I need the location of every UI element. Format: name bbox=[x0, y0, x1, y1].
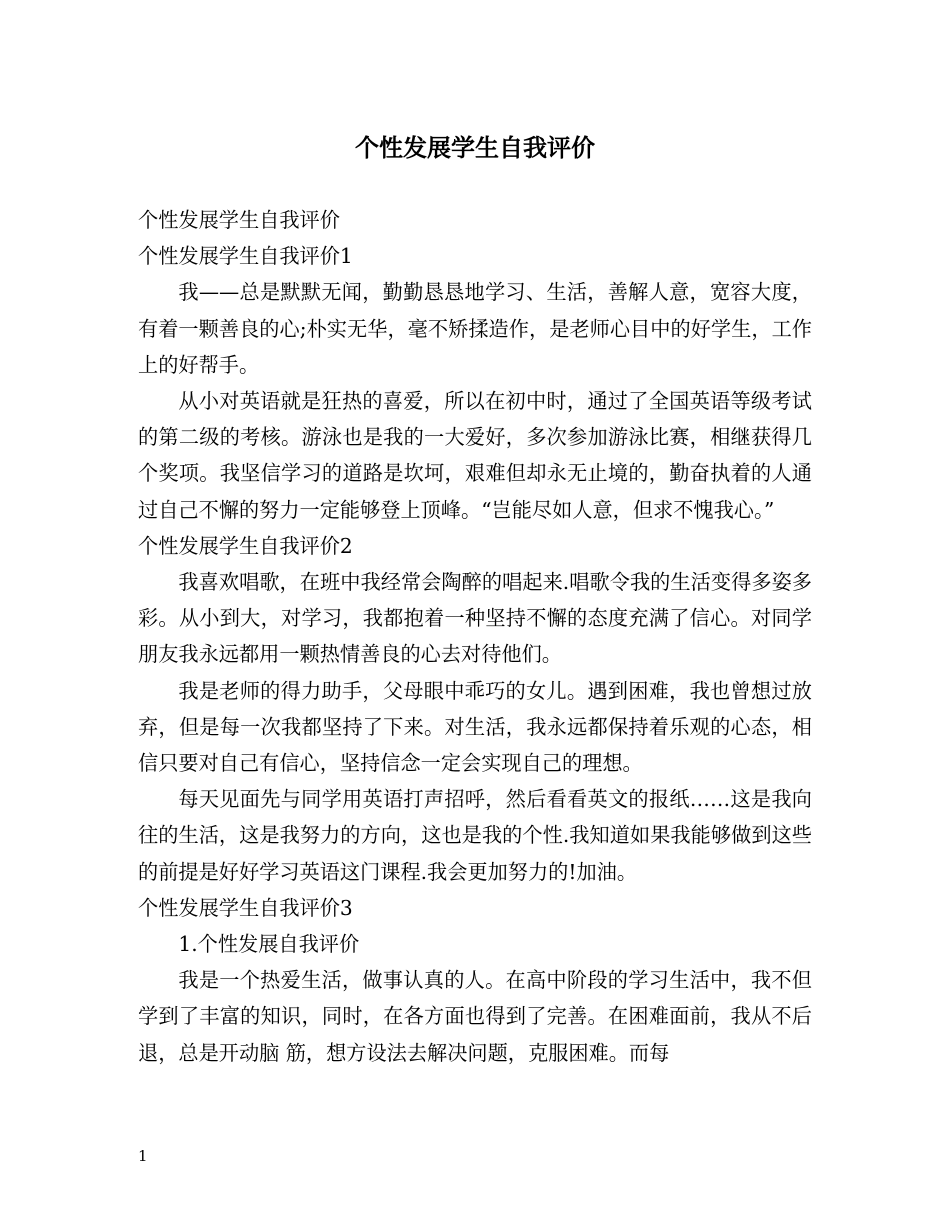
list-item-heading: 1.个性发展自我评价 bbox=[178, 932, 360, 957]
document-body bbox=[138, 202, 812, 1071]
paragraph: 每天见面先与同学用英语打声招呼，然后看看英文的报纸……这是我向往的生活，这是我努力的方向，这也是我的个性.我知道如果我能够做到这些的前提是好好学习英语这门课程.我会更加努力的!加油。 bbox=[138, 787, 812, 884]
section-heading-3: 个性发展学生自我评价3 bbox=[138, 895, 353, 920]
paragraph: 我是老师的得力助手，父母眼中乖巧的女儿。遇到困难，我也曾想过放弃，但是每一次我都坚持了下来。对生活，我永远都保持着乐观的心态，相信只要对自己有信心，坚持信念一定会实现自己的理想。 bbox=[138, 678, 812, 776]
paragraph: 我喜欢唱歌，在班中我经常会陶醉的唱起来.唱歌令我的生活变得多姿多彩。从小到大，对学习，我都抱着一种坚持不懈的态度充满了信心。对同学朋友我永远都用一颗热情善良的心去对待他们。 bbox=[138, 570, 812, 667]
section-heading-2: 个性发展学生自我评价2 bbox=[138, 533, 353, 558]
paragraph: 我是一个热爱生活，做事认真的人。在高中阶段的学习生活中，我不但学到了丰富的知识，同时，在各方面也得到了完善。在困难面前，我从不后退，总是开动脑 筋，想方设法去解决问题，克服困难。而每 bbox=[138, 968, 812, 1065]
paragraph: 我——总是默默无闻，勤勤恳恳地学习、生活，善解人意，宽容大度，有着一颗善良的心;朴实无华，毫不矫揉造作，是老师心目中的好学生，工作上的好帮手。 bbox=[138, 280, 812, 377]
paragraph: 从小对英语就是狂热的喜爱，所以在初中时，通过了全国英语等级考试的第二级的考核。游泳也是我的一大爱好，多次参加游泳比赛，相继获得几个奖项。我坚信学习的道路是坎坷，艰难但却永无止境的，勤奋执着的人通过自己不懈的努力一定能够登上顶峰。“岂能尽如人意，但求不愧我心。” bbox=[138, 389, 812, 522]
document-title: 个性发展学生自我评价 bbox=[355, 133, 595, 162]
section-heading: 个性发展学生自我评价 bbox=[138, 208, 340, 232]
page-number: 1 bbox=[138, 1147, 148, 1165]
section-heading-1: 个性发展学生自我评价1 bbox=[138, 244, 353, 269]
